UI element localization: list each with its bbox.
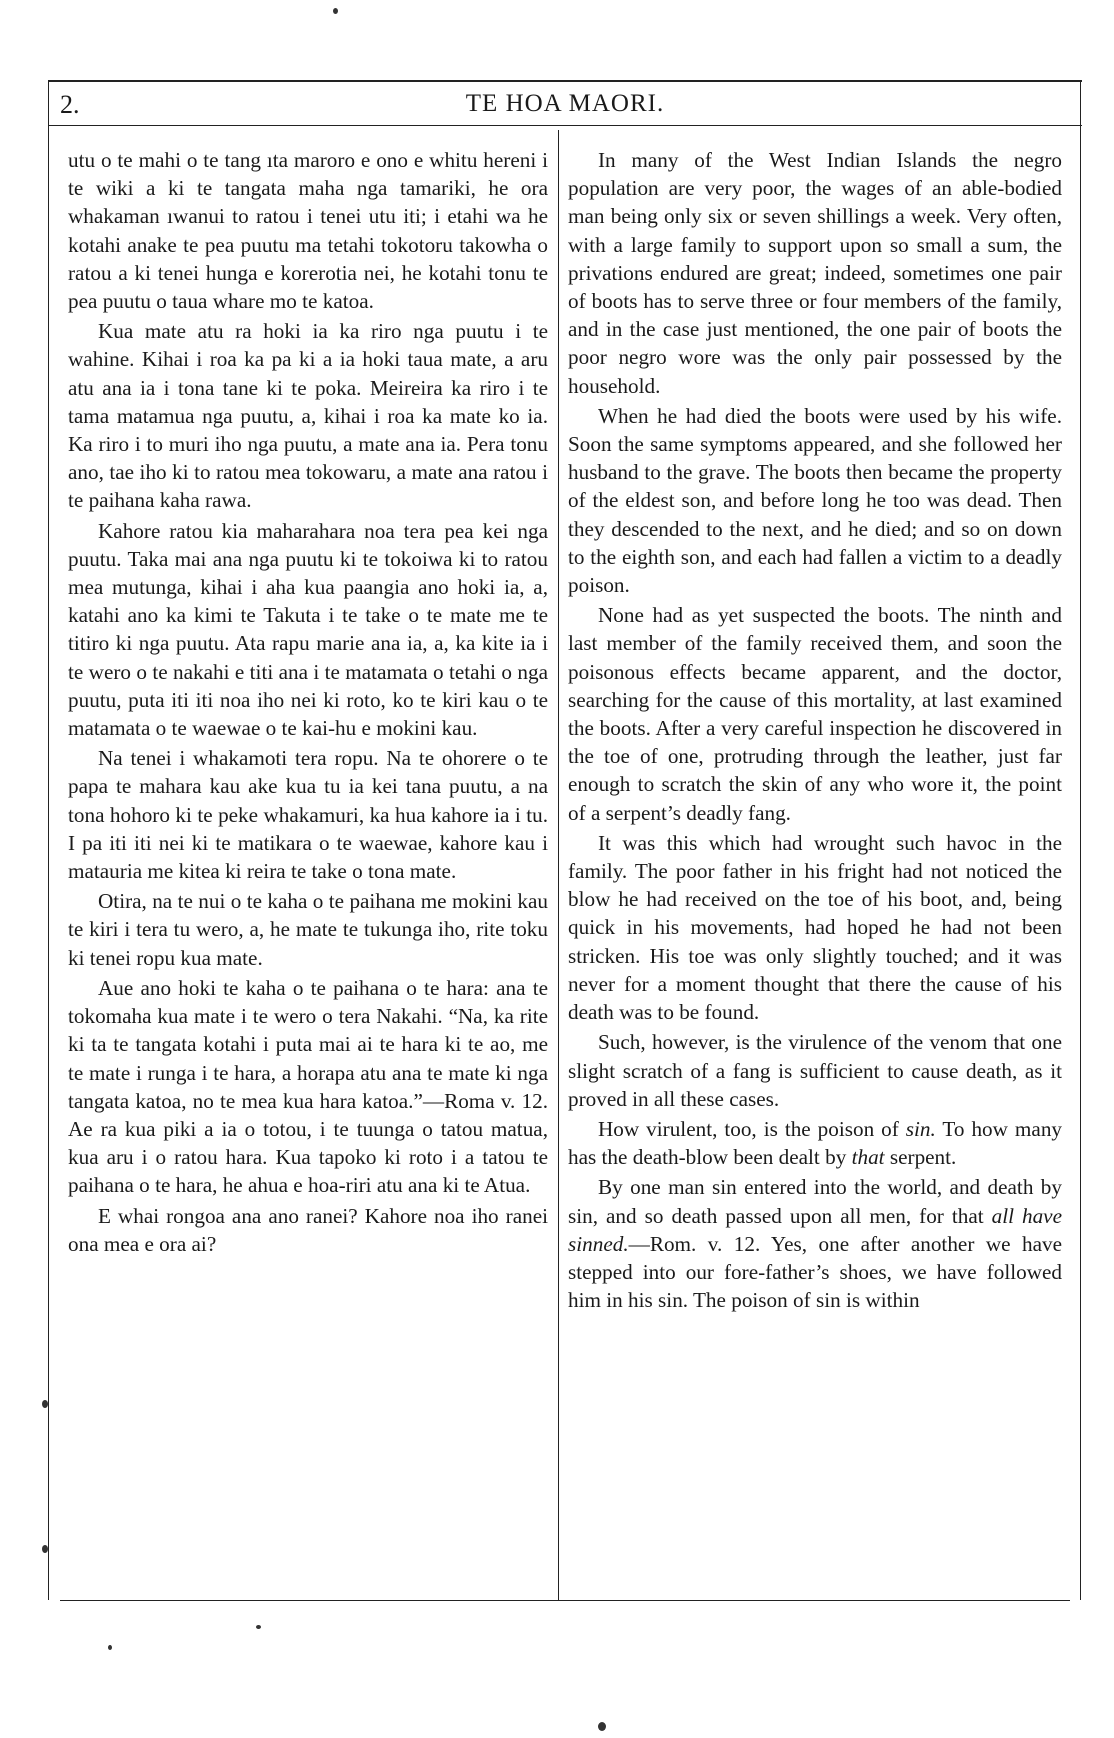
italic-run: that: [851, 1145, 885, 1170]
right-border-rule: [1080, 80, 1081, 1600]
running-title: TE HOA MAORI.: [465, 90, 665, 117]
text-run: To how many has the death-blow been dealt by: [568, 1116, 1063, 1170]
text-run: By one man sin entered into the world, and death by sin, and so death passed upon all men, for that: [568, 1175, 1062, 1228]
right-paragraph: Such, however, is the virulence of the venom that one slight scratch of a fang is sufficient to cause death, as it proved in all these cases.: [568, 1030, 1062, 1111]
header-top-rule: [48, 80, 1082, 82]
left-paragraph: Otira, na te nui o te kaha o te paihana me mokini kau te kiri i tera tu wero, a, he mate te tukunga iho, rite toku ki tenei ropu kua mate.: [68, 889, 548, 970]
ink-speck: [108, 1645, 112, 1650]
ink-speck: [42, 1545, 48, 1553]
ink-speck: [42, 1400, 48, 1408]
text-run: How virulent, too, is the poison of: [598, 1116, 906, 1141]
column-divider: [558, 130, 559, 1600]
right-paragraph: [568, 1115, 1062, 1171]
ink-speck: [598, 1722, 606, 1731]
header-bottom-rule: [48, 125, 1082, 126]
text-run: serpent.: [884, 1145, 957, 1170]
right-paragraph: [568, 1173, 1062, 1314]
maori-text-column: [68, 146, 548, 1260]
italic-run: sin.: [905, 1116, 936, 1141]
text-run: —Rom. v. 12. Yes, one after another we have stepped into our fore-father’s shoes, we have followed him in his sin. The poison of sin is within: [568, 1231, 1062, 1313]
ink-speck: [333, 8, 338, 14]
right-paragraph: None had as yet suspected the boots. The ninth and last member of the family received them, and soon the poisonous effects became apparent, and the doctor, searching for the cause of this mortality, at last examined the boots. After a very careful inspection he discovered in the toe of one, protruding through the leather, just far enough to scratch the skin of any who wore it, the point of a serpent’s deadly fang.: [568, 603, 1062, 825]
italic-run: all have sinned.: [568, 1203, 1062, 1256]
right-paragraph: It was this which had wrought such havoc in the family. The poor father in his fright had not noticed the blow he had received on the toe of his boot, and, being quick in his movements, had hoped he had not been stricken. His toe was only slightly touched; and it was never for a moment thought that there the cause of his death was to be found.: [568, 830, 1062, 1025]
left-paragraph: utu o te mahi o te tang ıta maroro e ono e whitu hereni i te wiki a ki te tangata maha nga tamariki, he ora whakaman ıwanui to ratou i tenei utu iti; i etahi wa he kotahi anake te pea puutu ma tetahi tokotoru takowha o ratou a ki tenei hunga e korerotia nei, he kotahi tonu te pea puutu o taua whare mo te katoa.: [68, 148, 548, 314]
right-paragraph: In many of the West Indian Islands the negro population are very poor, the wages of an able-bodied man being only six or seven shillings a week. Very often, with a large family to support upon so small a sum, the privations endured are great; indeed, sometimes one pair of boots has to serve three or four members of the family, and in the case just mentioned, the one pair of boots the poor negro wore was the only pair possessed by the household.: [568, 148, 1062, 398]
page-header: [50, 86, 1080, 122]
page-number: 2.: [60, 90, 80, 119]
left-paragraph: E whai rongoa ana ano ranei? Kahore noa iho ranei ona mea e ora ai?: [68, 1203, 548, 1256]
left-border-rule: [48, 80, 49, 1600]
left-paragraph: Na tenei i whakamoti tera ropu. Na te ohorere o te papa te mahara kau ake kua tu ia kei tana puutu, a na tona hohoro ki te peke whakamuri, ka hua kahore ia i tu. I pa iti iti nei ki te matikara o te waewae, kahore kau i matauria me kitea ki reira te take o tona mate.: [68, 746, 548, 884]
left-paragraph: Kua mate atu ra hoki ia ka riro nga puutu i te wahine. Kihai i roa ka pa ki a ia hoki taua mate, a aru atu ana ia i tona tane ki te poka. Meireira ka riro i te tama matamua nga puutu, a, kihai i roa ka mate ko ia. Ka riro i to muri iho nga puutu, a mate ana ia. Pera tonu ano, tae iho ki to ratou mea tokowaru, a mate ana ratou i te paihana kaha rawa.: [68, 319, 548, 513]
left-paragraph: Aue ano hoki te kaha o te paihana o te hara: ana te tokomaha kua mate i te wero o tera Nakahi. “Na, ka rite ki ta te tangata kotahi i puta mai ai te hara ki te ao, me te mate i runga i te hara, a horapa atu ana te mate ki nga tangata katoa, no te mea kua hara katoa.”—Roma v. 12. Ae ra kua piki a ia o totou, i te tuunga o tatou matua, kua aru i o ratou hara. Kua tapoko ki roto i a tatou te paihana o te hara, he ahua e hoa-riri atu ana ki te Atua.: [68, 975, 548, 1198]
ink-speck: [256, 1625, 261, 1629]
english-text-column: [568, 146, 1062, 1316]
right-paragraph: When he had died the boots were used by his wife. Soon the same symptoms appeared, and she followed her husband to the grave. The boots then became the property of the eldest son, and before long he too was dead. Then they descended to the next, and he died; and so on down to the eighth son, and each had fallen a victim to a deadly poison.: [568, 403, 1062, 598]
left-paragraph: Kahore ratou kia maharahara noa tera pea kei nga puutu. Taka mai ana nga puutu ki te tokoiwa ki to ratou mea mutunga, kihai i aha kua paangia ano hoki ia, a, katahi ano ka kimi te Takuta i te take o te mate me te titiro ki nga puutu. Ata rapu marie ana ia, a, ka kite ia i te wero o te nakahi e titi ana i te matamata o tetahi o nga puutu, puta iti iti noa iho nei ki roto, ko te kiri kau o te matamata o te waewae o te kai-hu e mokini kau.: [68, 518, 548, 741]
footer-rule: [60, 1600, 1070, 1601]
